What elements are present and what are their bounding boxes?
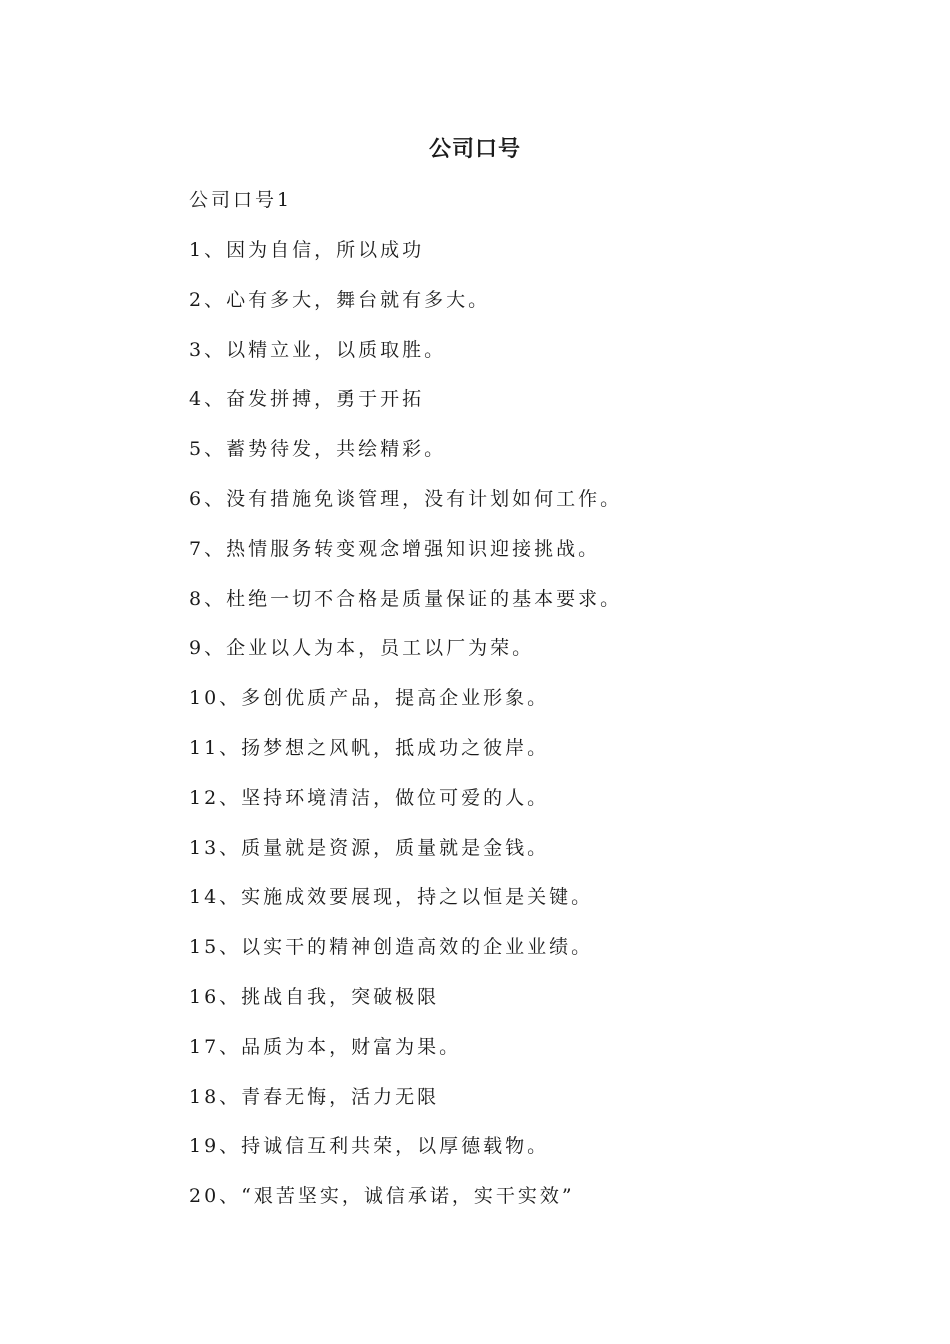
slogan-item: 9、企业以人为本，员工以厂为荣。 bbox=[189, 637, 535, 660]
slogan-item: 8、杜绝一切不合格是质量保证的基本要求。 bbox=[189, 587, 623, 610]
slogan-item: 13、质量就是资源，质量就是金钱。 bbox=[189, 836, 550, 859]
slogan-item: 10、多创优质产品，提高企业形象。 bbox=[189, 687, 550, 710]
slogan-list bbox=[189, 234, 622, 1230]
slogan-item: 12、坚持环境清洁，做位可爱的人。 bbox=[189, 786, 550, 809]
slogan-item: 1、因为自信，所以成功 bbox=[189, 239, 425, 261]
slogan-item: 19、持诚信互利共荣，以厚德载物。 bbox=[189, 1135, 550, 1158]
slogan-item: 16、挑战自我，突破极限 bbox=[189, 985, 440, 1008]
document-title: 公司口号 bbox=[428, 137, 521, 162]
slogan-item: 20、“艰苦坚实，诚信承诺，实干实效” bbox=[189, 1185, 575, 1208]
slogan-item: 15、以实干的精神创造高效的企业业绩。 bbox=[189, 936, 594, 959]
slogan-item: 11、扬梦想之风帆，抵成功之彼岸。 bbox=[189, 736, 550, 759]
slogan-item: 18、青春无悔，活力无限 bbox=[189, 1085, 440, 1108]
slogan-item: 14、实施成效要展现，持之以恒是关键。 bbox=[189, 886, 594, 909]
slogan-item: 7、热情服务转变观念增强知识迎接挑战。 bbox=[189, 537, 601, 560]
slogan-item: 2、心有多大，舞台就有多大。 bbox=[189, 288, 491, 311]
slogan-item: 17、品质为本，财富为果。 bbox=[189, 1035, 462, 1058]
slogan-item: 4、奋发拼搏，勇于开拓 bbox=[189, 388, 425, 411]
slogan-item: 3、以精立业，以质取胜。 bbox=[189, 338, 447, 361]
slogan-item: 5、蓄势待发，共绘精彩。 bbox=[189, 438, 447, 461]
section-heading: 公司口号1 bbox=[189, 189, 293, 211]
slogan-item: 6、没有措施免谈管理，没有计划如何工作。 bbox=[189, 487, 623, 510]
